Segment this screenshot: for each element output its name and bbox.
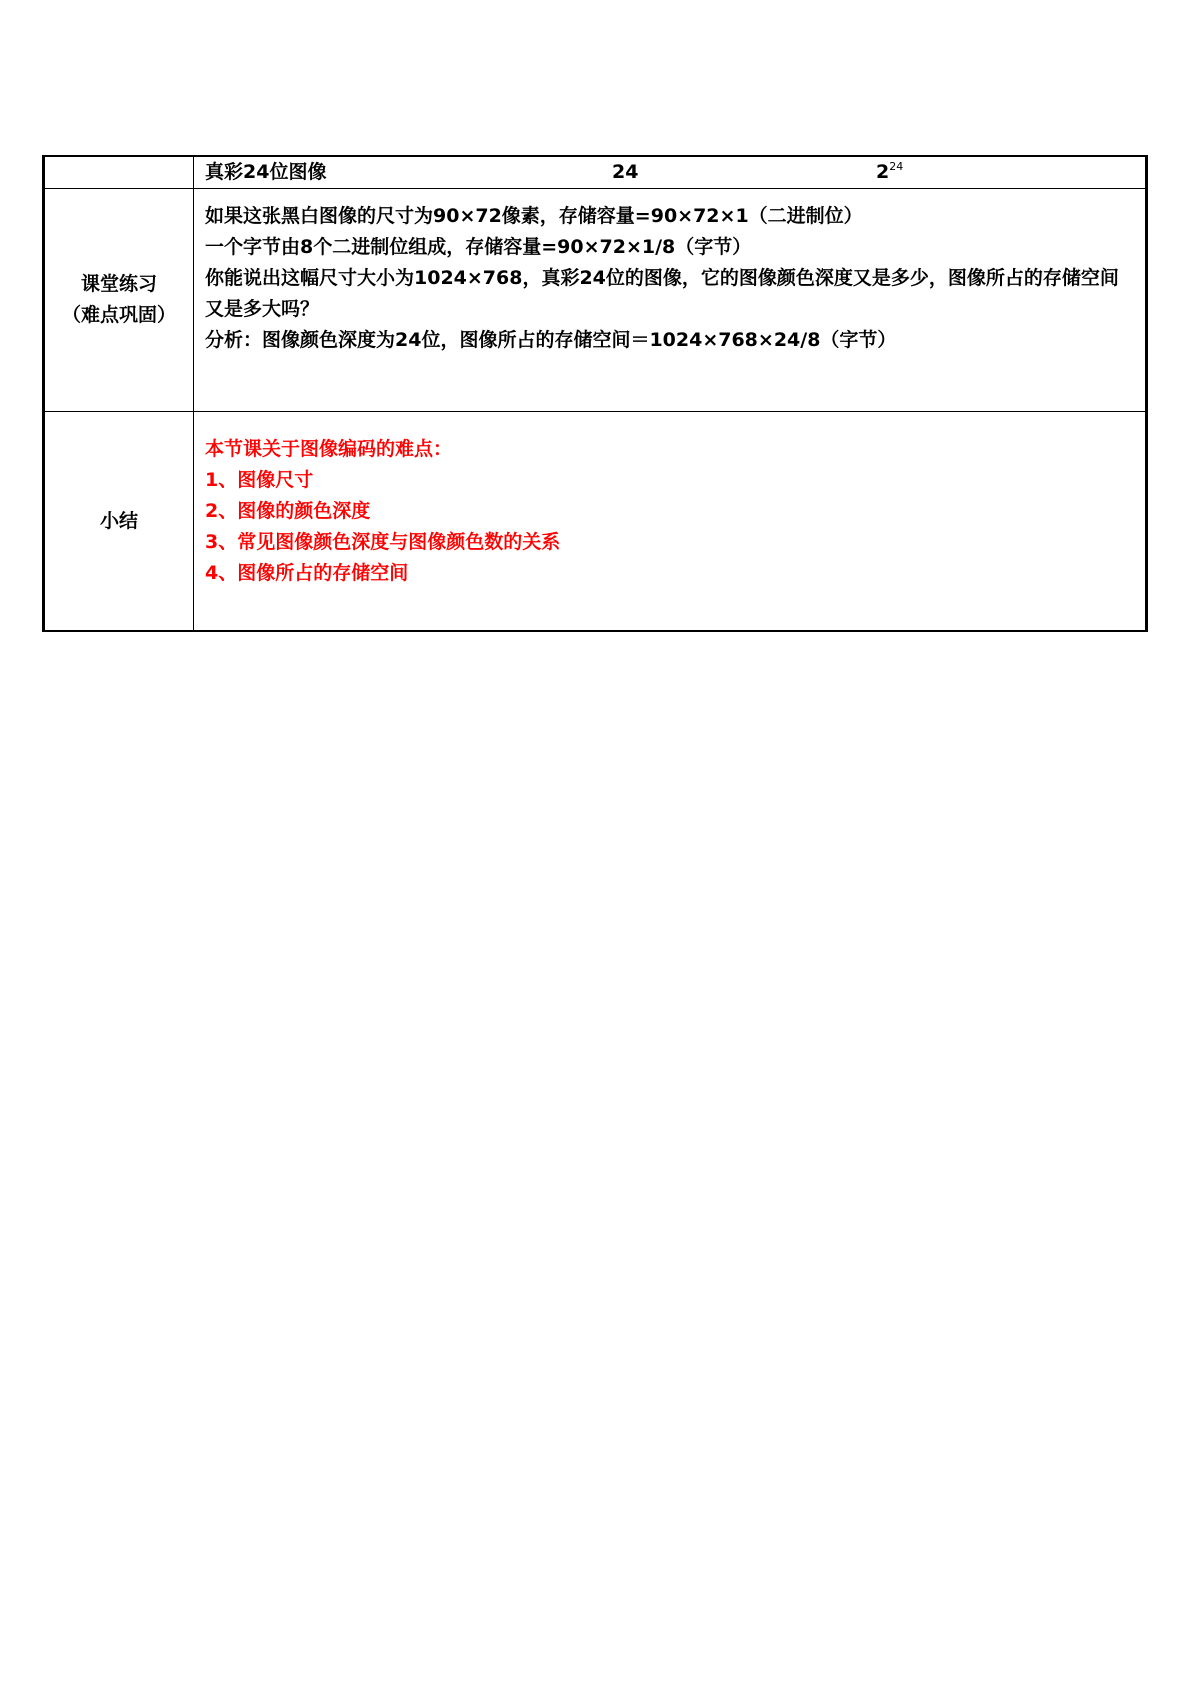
row-label-empty [44,156,194,189]
practice-content [194,189,1147,412]
summary-heading: 本节课关于图像编码的难点： [205,438,453,460]
practice-sublabel: （难点巩固） [61,304,176,326]
color-depth-value: 24 [612,161,639,183]
color-count-exponent: 24 [889,160,904,173]
practice-line-2: 一个字节由8个二进制位组成，存储容量=90×72×1/8（字节） [205,236,752,258]
image-type-name: 真彩24位图像 [205,161,327,183]
practice-line-4: 分析：图像颜色深度为24位，图像所占的存储空间＝1024×768×24/8（字节） [205,329,897,351]
practice-label-cell [44,189,194,412]
table-row-summary [44,412,1147,632]
true-color-row-content [194,156,1147,189]
summary-label-cell [44,412,194,632]
practice-line-1: 如果这张黑白图像的尺寸为90×72像素，存储容量=90×72×1（二进制位） [205,205,863,227]
practice-line-3: 你能说出这幅尺寸大小为1024×768，真彩24位的图像，它的图像颜色深度又是多少，图像所占的存储空间又是多大吗？ [205,267,1119,320]
table-row-practice [44,189,1147,412]
summary-item-2: 2、图像的颜色深度 [205,500,371,522]
summary-item-1: 1、图像尺寸 [205,469,314,491]
color-count-base: 2 [876,161,890,183]
practice-label: 课堂练习 [80,273,157,295]
table-row-true-color [44,156,1147,189]
summary-item-3: 3、常见图像颜色深度与图像颜色数的关系 [205,531,561,553]
summary-content [194,412,1147,632]
summary-label: 小结 [99,509,138,532]
summary-item-4: 4、图像所占的存储空间 [205,562,409,584]
color-count-value [876,157,903,188]
lesson-table [42,155,1148,632]
